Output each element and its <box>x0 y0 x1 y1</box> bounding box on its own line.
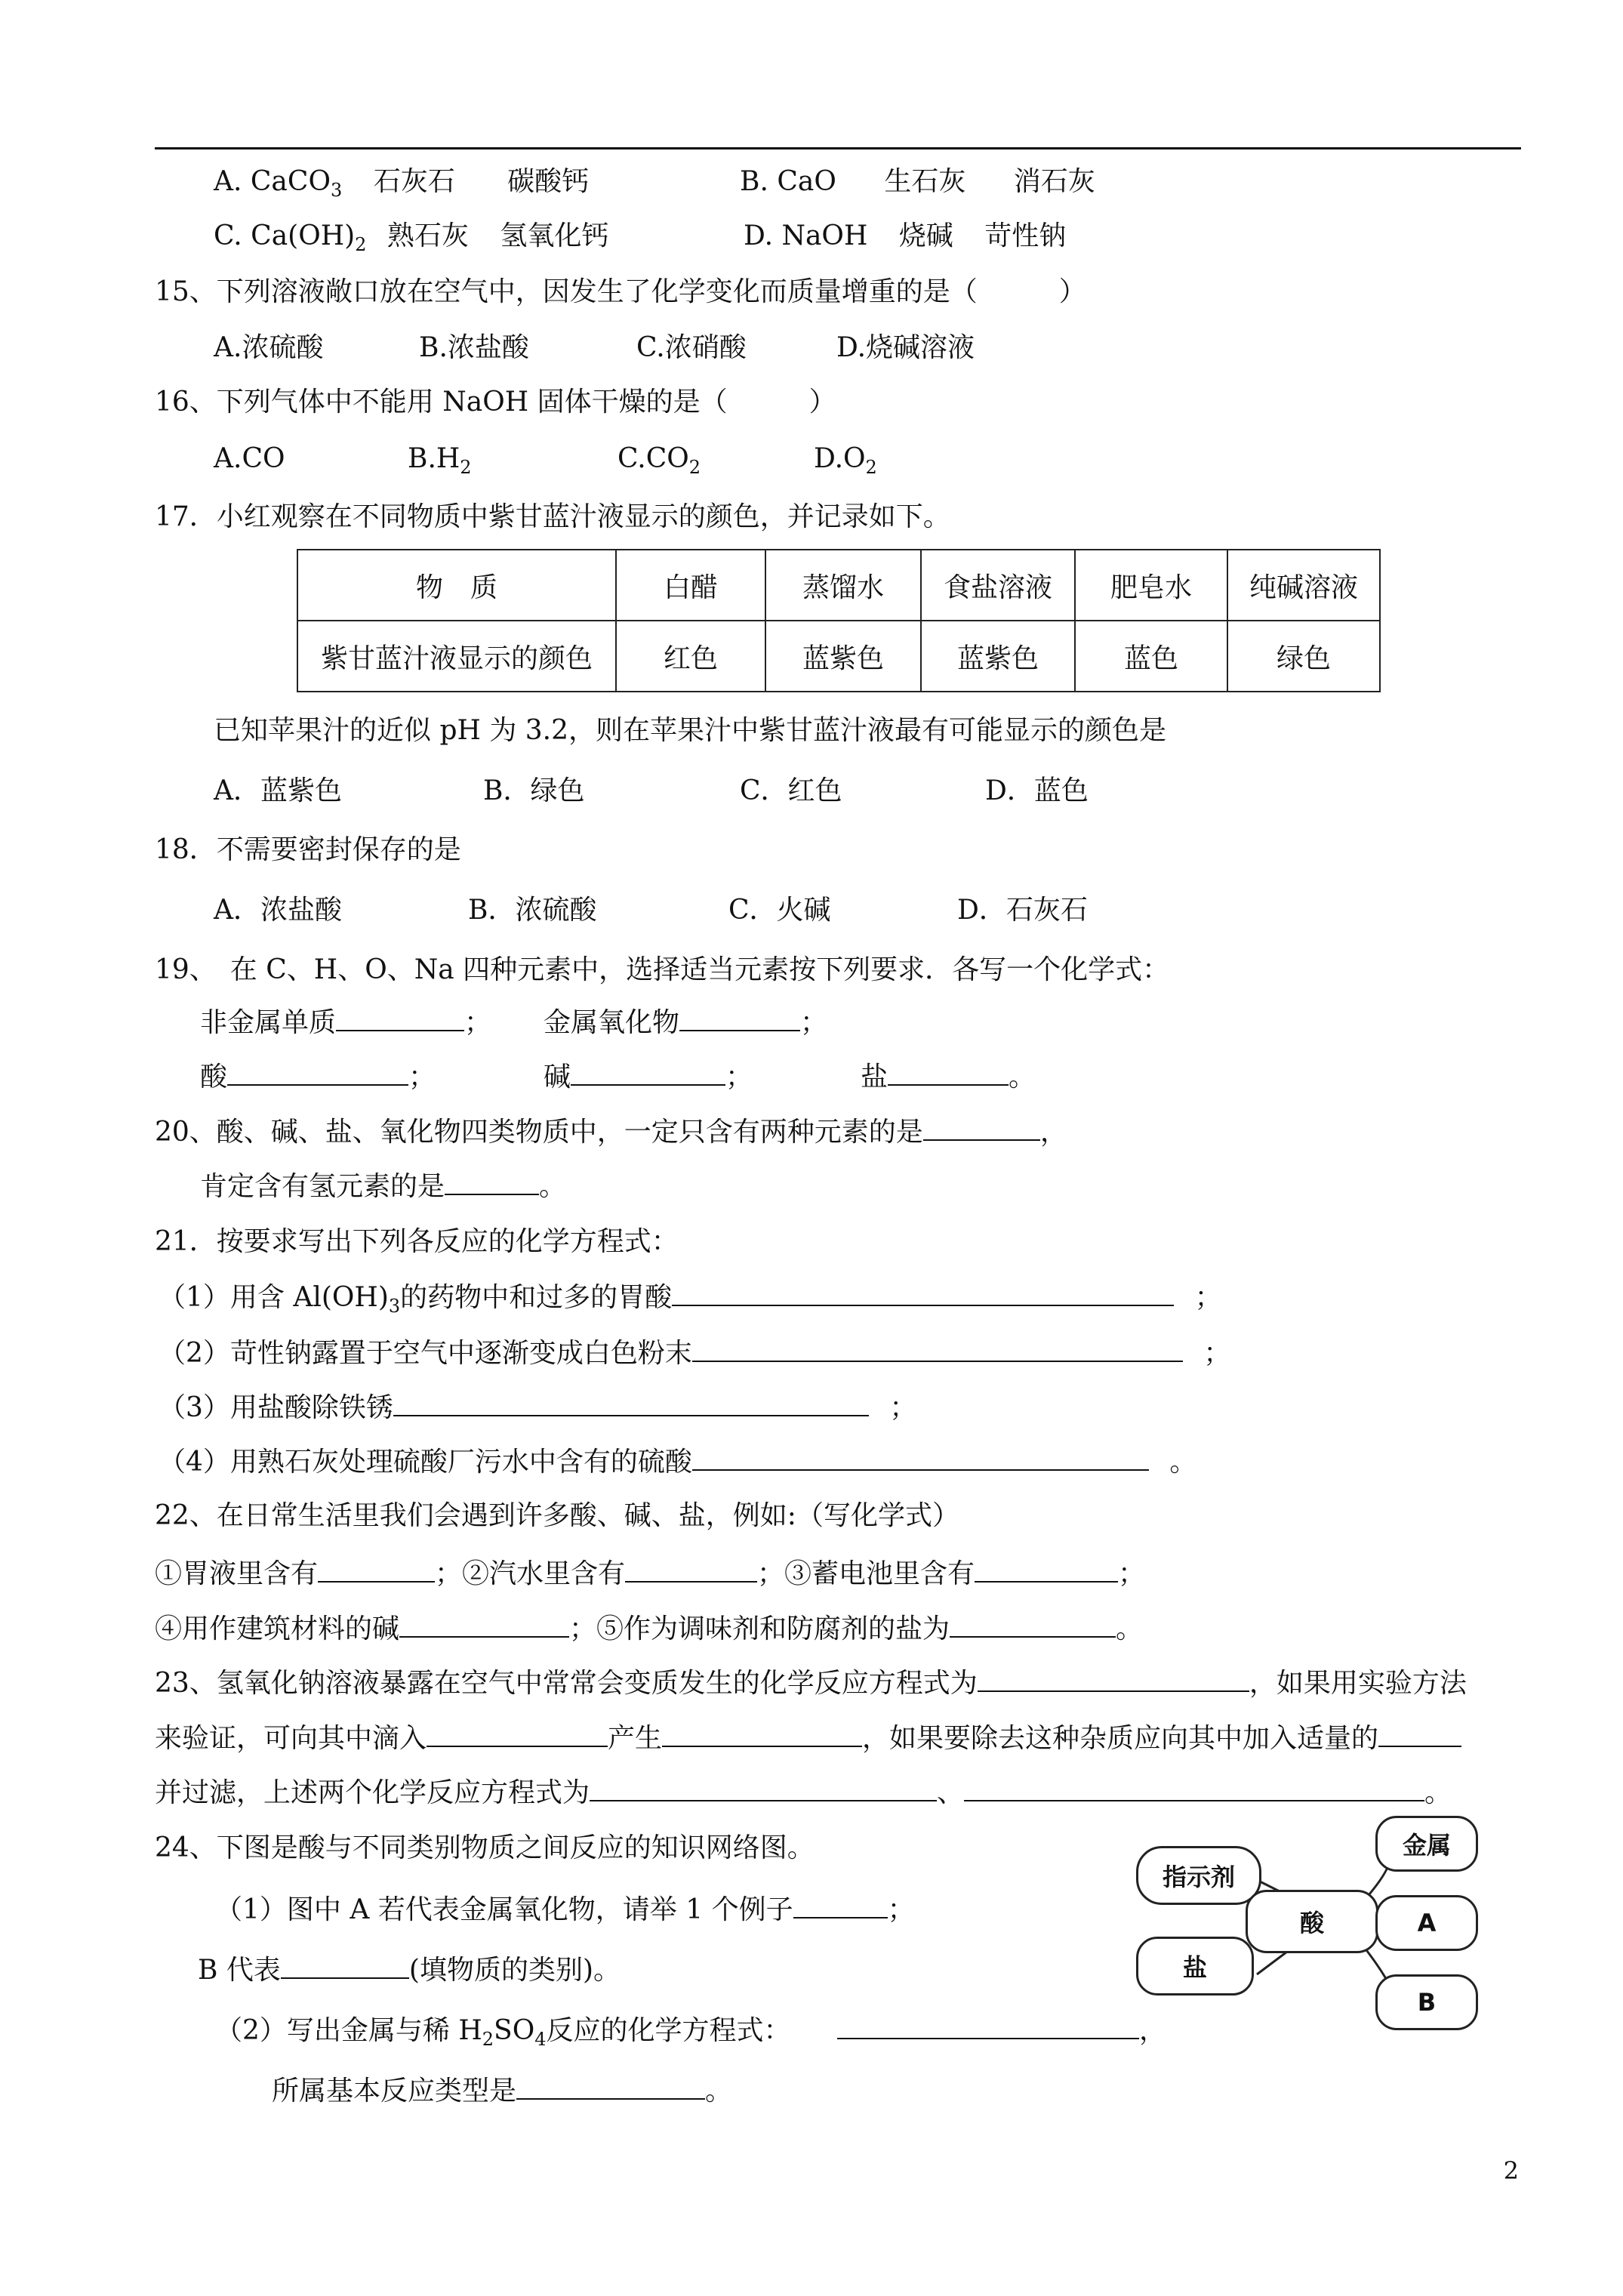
q17-option-c: C．红色 <box>740 775 842 806</box>
answer-blank[interactable] <box>336 1004 464 1031</box>
q17-color-table <box>297 549 1381 692</box>
answer-blank[interactable] <box>964 1774 1424 1801</box>
answer-blank[interactable] <box>837 2012 1139 2039</box>
answer-blank[interactable] <box>888 1059 1009 1086</box>
table-cell: 纯碱溶液 <box>1227 550 1380 621</box>
q21-part2: （2）苛性钠露置于空气中逐渐变成白色粉末 ； <box>159 1335 1230 1371</box>
q21-stem: 21．按要求写出下列各反应的化学方程式： <box>155 1226 679 1257</box>
q15-stem: 15、下列溶液敞口放在空气中，因发生了化学变化而质量增重的是（ ） <box>155 276 1086 307</box>
answer-blank[interactable] <box>923 1114 1040 1141</box>
table-cell: 白醋 <box>616 550 765 621</box>
node-acid: 酸 <box>1246 1890 1378 1953</box>
q21-part4: （4）用熟石灰处理硫酸厂污水中含有的硫酸 。 <box>159 1444 1196 1480</box>
answer-blank[interactable] <box>950 1610 1116 1638</box>
node-salt: 盐 <box>1136 1937 1254 1996</box>
answer-blank[interactable] <box>393 1389 869 1416</box>
q23-line1: 23、氢氧化钠溶液暴露在空气中常常会变质发生的化学反应方程式为 ，如果用实验方法 <box>155 1665 1467 1701</box>
q19-metal-oxide: 金属氧化物 ； <box>544 1004 827 1040</box>
q16-option-c: $C.CO_2$ <box>617 443 701 479</box>
q16-option-a: A.CO <box>214 443 285 474</box>
q17-stem: 17．小红观察在不同物质中紫甘蓝汁液显示的颜色，并记录如下。 <box>155 501 950 532</box>
answer-blank[interactable] <box>692 1335 1183 1362</box>
q18-option-b: B．浓硫酸 <box>468 895 597 926</box>
answer-blank[interactable] <box>793 1891 888 1918</box>
header-rule <box>155 147 1521 149</box>
q17-option-d: D．蓝色 <box>985 775 1089 806</box>
answer-blank[interactable] <box>318 1555 435 1583</box>
q16-stem: 16、下列气体中不能用 NaOH 固体干燥的是（ ） <box>155 387 836 418</box>
q14-option-b: B. CaO 生石灰 消石灰 <box>740 166 1095 197</box>
q21-part1: （1）用含 $Al(OH)_3$的药物中和过多的胃酸 ； <box>159 1279 1222 1324</box>
answer-blank[interactable] <box>516 2073 705 2100</box>
table-cell: 红色 <box>616 621 765 692</box>
q23-line3: 并过滤，上述两个化学反应方程式为 、 。 <box>155 1774 1452 1811</box>
table-cell: 紫甘蓝汁液显示的颜色 <box>297 621 616 692</box>
table-row <box>297 621 1380 692</box>
q15-option-a: A.浓硫酸 <box>214 332 324 363</box>
page-number: 2 <box>1503 2156 1519 2185</box>
q20-line2: 肯定含有氢元素的是 。 <box>200 1168 566 1204</box>
q17-option-b: B．绿色 <box>483 775 585 806</box>
table-cell: 蓝紫色 <box>921 621 1075 692</box>
q19-salt: 盐 。 <box>861 1059 1036 1095</box>
answer-blank[interactable] <box>1378 1720 1461 1747</box>
node-indicator: 指示剂 <box>1136 1846 1261 1905</box>
table-cell: 蓝色 <box>1075 621 1227 692</box>
q20-line1: 20、酸、碱、盐、氧化物四类物质中，一定只含有两种元素的是 ， <box>155 1114 1067 1150</box>
q19-acid: 酸 ； <box>200 1059 436 1095</box>
q17-after-text: 已知苹果汁的近似 pH 为 3.2，则在苹果汁中紫甘蓝汁液最有可能显示的颜色是 <box>214 715 1167 746</box>
q14-option-d: D. NaOH 烧碱 苛性钠 <box>744 220 1067 251</box>
q22-line2: ④用作建筑材料的碱 ；⑤作为调味剂和防腐剂的盐为 。 <box>155 1610 1143 1647</box>
node-metal: 金属 <box>1375 1816 1478 1872</box>
answer-blank[interactable] <box>692 1444 1149 1471</box>
node-b: B <box>1375 1974 1478 2030</box>
q24-part1: （1）图中 A 若代表金属氧化物，请举 1 个例子 ； <box>215 1891 915 1928</box>
q24-stem: 24、下图是酸与不同类别物质之间反应的知识网络图。 <box>155 1832 815 1863</box>
q22-stem: 22、在日常生活里我们会遇到许多酸、碱、盐，例如:（写化学式） <box>155 1500 959 1531</box>
q23-line2: 来验证，可向其中滴入 产生 ，如果要除去这种杂质应向其中加入适量的 <box>155 1720 1461 1756</box>
q19-base: 碱 ； <box>544 1059 753 1095</box>
q15-option-c: C.浓硝酸 <box>636 332 747 363</box>
q21-part3: （3）用盐酸除铁锈 ； <box>159 1389 916 1425</box>
answer-blank[interactable] <box>975 1555 1118 1583</box>
table-cell: 蓝紫色 <box>765 621 921 692</box>
answer-blank[interactable] <box>672 1279 1174 1306</box>
answer-blank[interactable] <box>978 1665 1249 1692</box>
q24-part1-b: B 代表 (填物质的类别)。 <box>198 1952 621 1988</box>
q24-part3: 所属基本反应类型是 。 <box>272 2073 732 2109</box>
q18-option-d: D．石灰石 <box>957 895 1088 926</box>
q15-option-d: D.烧碱溶液 <box>836 332 975 363</box>
node-a: A <box>1375 1895 1478 1951</box>
q22-line1: ①胃液里含有 ；②汽水里含有 ；③蓄电池里含有 ； <box>155 1555 1145 1592</box>
answer-blank[interactable] <box>227 1059 408 1086</box>
answer-blank[interactable] <box>679 1004 800 1031</box>
q19-stem: 19、 在 C、H、O、Na 四种元素中，选择适当元素按下列要求．各写一个化学式： <box>155 954 1170 985</box>
q19-nonmetal: 非金属单质 ； <box>200 1004 491 1040</box>
table-row <box>297 550 1380 621</box>
table-cell: 物 质 <box>297 550 616 621</box>
q16-option-b: $B.H_2$ <box>408 443 472 479</box>
answer-blank[interactable] <box>625 1555 757 1583</box>
q17-option-a: A．蓝紫色 <box>214 775 342 806</box>
answer-blank[interactable] <box>445 1168 539 1195</box>
q18-option-c: C．火碱 <box>728 895 831 926</box>
answer-blank[interactable] <box>281 1952 409 1979</box>
answer-blank[interactable] <box>571 1059 725 1086</box>
q14-option-a: A. CaCO$_3$ 石灰石 碳酸钙 <box>214 166 590 202</box>
q18-option-a: A．浓盐酸 <box>214 895 342 926</box>
answer-blank[interactable] <box>399 1610 569 1638</box>
table-cell: 绿色 <box>1227 621 1380 692</box>
table-cell: 蒸馏水 <box>765 550 921 621</box>
q15-option-b: B.浓盐酸 <box>419 332 529 363</box>
table-cell: 食盐溶液 <box>921 550 1075 621</box>
q24-part2: （2）写出金属与稀 $H_2SO_4$反应的化学方程式： ， <box>215 2012 1166 2057</box>
answer-blank[interactable] <box>427 1720 608 1747</box>
table-cell: 肥皂水 <box>1075 550 1227 621</box>
answer-blank[interactable] <box>662 1720 862 1747</box>
answer-blank[interactable] <box>590 1774 937 1801</box>
q18-stem: 18．不需要密封保存的是 <box>155 834 461 865</box>
q16-option-d: $D.O_2$ <box>814 443 877 479</box>
q14-option-c: C. $Ca(OH)_2$ 熟石灰 氢氧化钙 <box>214 220 609 256</box>
